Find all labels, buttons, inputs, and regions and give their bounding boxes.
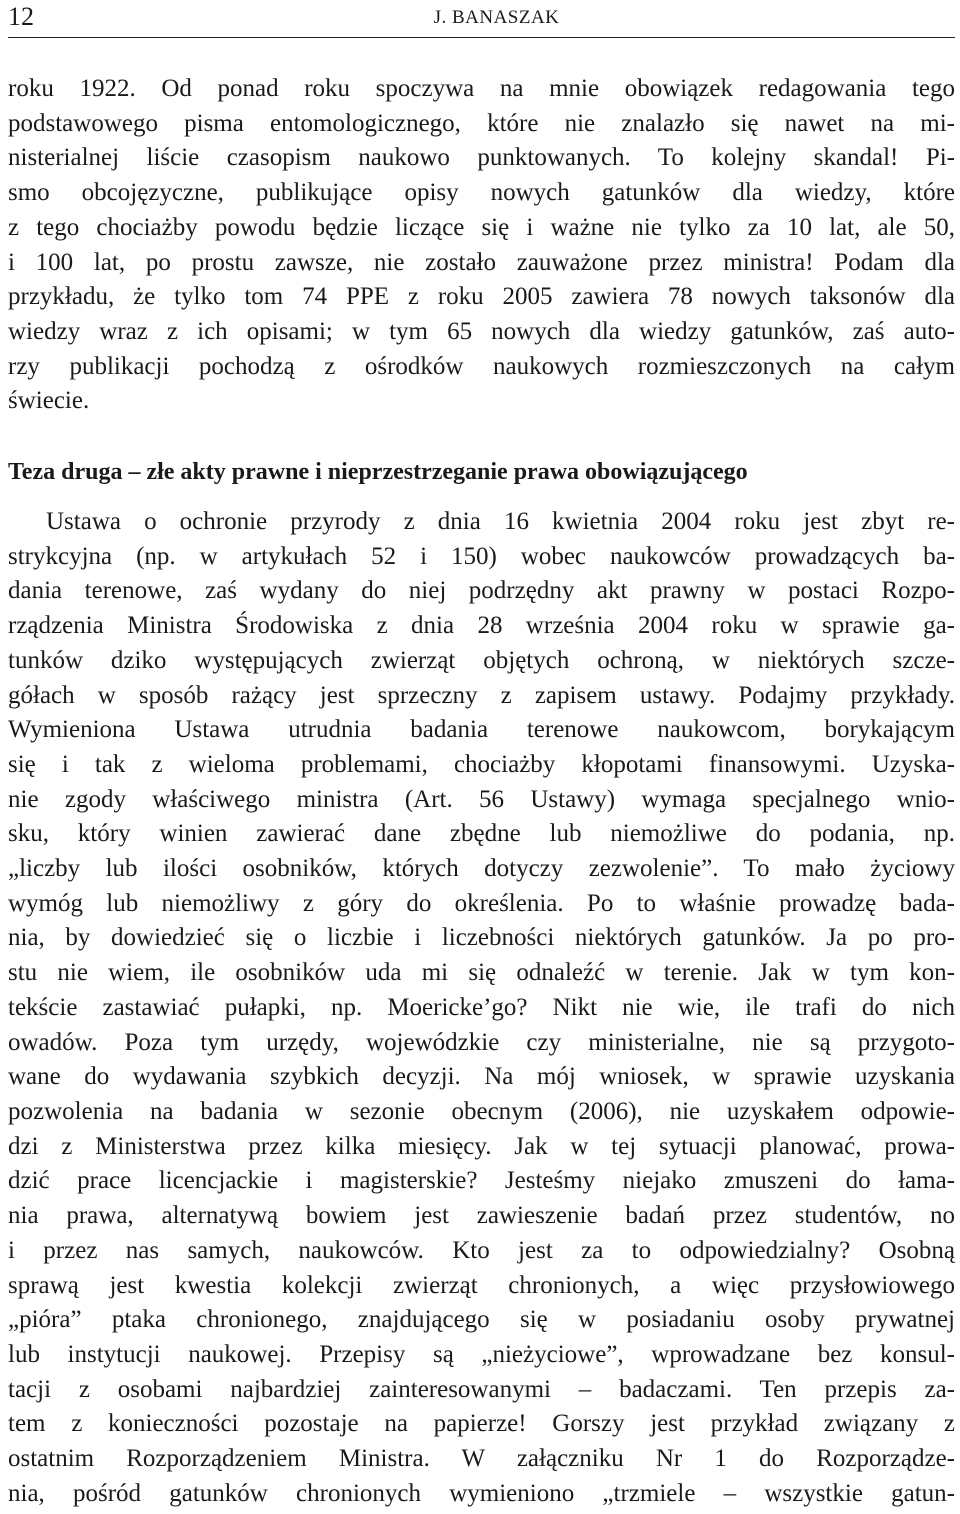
page-number: 12 (8, 2, 34, 31)
text-line: i przez nas samych, naukowców. Kto jest za to odpowiedzialny? Osobną (8, 1236, 955, 1264)
text-line: świecie. (8, 387, 90, 415)
text-line: z tego chociażby powodu będzie liczące się i ważne nie tylko za 10 lat, ale 50, (8, 213, 955, 241)
text-line: rządzenia Ministra Środowiska z dnia 28 września 2004 roku w sprawie ga- (8, 612, 955, 640)
text-line: wymóg lub niemożliwy z góry do określenia. Po to właśnie prowadzę bada- (8, 889, 955, 917)
text-line: dania terenowe, zaś wydany do niej podrzędny akt prawny w postaci Rozpo- (8, 577, 955, 605)
text-line: się i tak z wieloma problemami, chociażby kłopotami finansowymi. Uzyska- (8, 750, 955, 778)
text-line: stu nie wiem, ile osobników uda mi się odnaleźć w terenie. Jak w tym kon- (8, 959, 955, 987)
text-line: wane do wydawania szybkich decyzji. Na mój wniosek, w sprawie uzyskania (8, 1063, 955, 1091)
text-line: tunków dziko występujących zwierząt objętych ochroną, w niektórych szcze- (8, 646, 955, 674)
text-line: tem z konieczności pozostaje na papierze! Gorszy jest przykład związany z (8, 1410, 955, 1438)
text-line: gółach w sposób rażący jest sprzeczny z zapisem ustawy. Podajmy przykłady. (8, 681, 955, 709)
running-header (8, 0, 955, 38)
text-line: roku 1922. Od ponad roku spoczywa na mnie obowiązek redagowania tego (8, 75, 955, 102)
text-line: Ustawa o ochronie przyrody z dnia 16 kwietnia 2004 roku jest zbyt re- (46, 508, 955, 536)
section-heading: Teza druga – złe akty prawne i nieprzestrzeganie prawa obowiązującego (8, 459, 748, 486)
text-line: nia, pośród gatunków chronionych wymieniono „trzmiele – wszystkie gatun- (8, 1479, 955, 1507)
text-line: i 100 lat, po prostu zawsze, nie zostało zauważone przez ministra! Podam dla (8, 248, 955, 276)
text-line: nia prawa, alternatywą bowiem jest zawieszenie badań przez studentów, no (8, 1202, 955, 1230)
paragraph-2 (8, 505, 955, 1511)
text-line: „pióra” ptaka chronionego, znajdującego się w posiadaniu osoby prywatnej (8, 1306, 955, 1334)
text-line: wiedzy wraz z ich opisami; w tym 65 nowych dla wiedzy gatunków, zaś auto- (8, 317, 955, 345)
text-line: tekście zastawiać pułapki, np. Moericke’go? Nikt nie wie, ile trafi do nich (8, 993, 955, 1021)
text-line: strykcyjna (np. w artykułach 52 i 150) wobec naukowców prowadzących ba- (8, 542, 955, 570)
text-line: nia, by dowiedzieć się o liczbie i liczebności niektórych gatunków. Ja po pro- (8, 924, 955, 952)
text-line: dzi z Ministerstwa przez kilka miesięcy. Jak w tej sytuacji planować, prowa- (8, 1132, 955, 1160)
text-line: lub instytucji naukowej. Przepisy są „nieżyciowe”, wprowadzane bez konsul- (8, 1340, 955, 1368)
text-line: Wymieniona Ustawa utrudnia badania terenowe naukowcom, borykającym (8, 716, 955, 744)
text-line: smo obcojęzyczne, publikujące opisy nowych gatunków dla wiedzy, które (8, 179, 955, 207)
document-page (8, 0, 955, 1511)
text-line: ostatnim Rozporządzeniem Ministra. W załączniku Nr 1 do Rozporządze- (8, 1445, 955, 1473)
text-line: sprawą jest kwestia kolekcji zwierząt chronionych, a więc przysłowiowego (8, 1271, 955, 1299)
running-head-author: J. BANASZAK (433, 7, 560, 28)
text-line: pozwolenia na badania w sezonie obecnym (2006), nie uzyskałem odpowie- (8, 1097, 955, 1125)
text-line: tacji z osobami najbardziej zainteresowanymi – badaczami. Ten przepis za- (8, 1375, 955, 1403)
text-line: rzy publikacji pochodzą z ośrodków naukowych rozmieszczonych na całym (8, 352, 955, 380)
text-line: owadów. Poza tym urzędy, wojewódzkie czy ministerialne, nie są przygoto- (8, 1028, 955, 1056)
text-line: nisterialnej liście czasopism naukowo punktowanych. To kolejny skandal! Pi- (8, 144, 955, 172)
text-line: przykładu, że tylko tom 74 PPE z roku 2005 zawiera 78 nowych taksonów dla (8, 283, 955, 311)
text-line: dzić prace licencjackie i magisterskie? Jesteśmy niejako zmuszeni do łama- (8, 1167, 955, 1195)
text-line: sku, który winien zawierać dane zbędne lub niemożliwe do podania, np. (8, 820, 955, 848)
text-line: „liczby lub ilości osobników, których dotyczy zezwolenie”. To mało życiowy (8, 855, 955, 883)
text-line: nie zgody właściwego ministra (Art. 56 Ustawy) wymaga specjalnego wnio- (8, 785, 955, 813)
paragraph-1 (8, 72, 955, 419)
text-line: podstawowego pisma entomologicznego, które nie znalazło się nawet na mi- (8, 109, 955, 137)
